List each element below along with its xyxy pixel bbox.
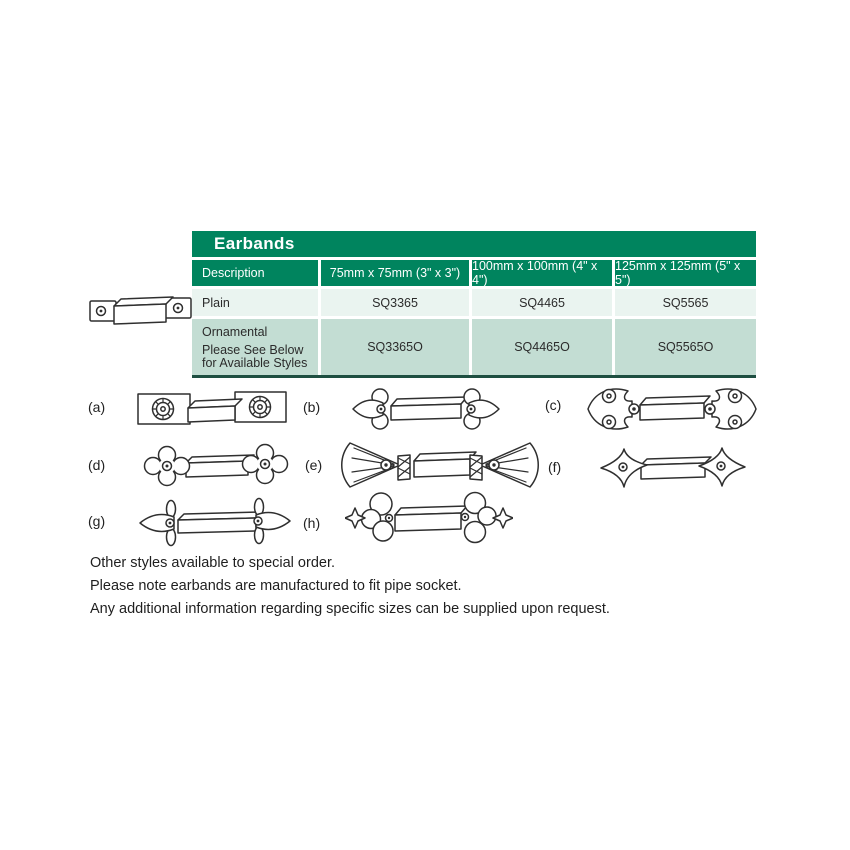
footnote-line-1: Other styles available to special order. xyxy=(90,555,336,571)
plain-code-75mm: SQ3365 xyxy=(321,289,469,316)
ornamental-note-line2: for Available Styles xyxy=(202,355,308,370)
style-label-c: (c) xyxy=(545,397,562,413)
earband-style-c-icon xyxy=(582,381,762,436)
earband-style-c-illustration xyxy=(582,381,762,441)
column-header-description: Description xyxy=(192,260,318,286)
footnote-line-3: Any additional information regarding specific sizes can be supplied upon request. xyxy=(90,601,610,617)
column-header-75mm: 75mm x 75mm (3" x 3") xyxy=(321,260,469,286)
style-label-b: (b) xyxy=(303,399,321,415)
style-label-g: (g) xyxy=(88,513,106,529)
earbands-table xyxy=(192,231,756,378)
ornamental-code-125mm: SQ5565O xyxy=(615,319,756,375)
earband-style-h-illustration xyxy=(345,489,513,552)
table-grid xyxy=(192,260,756,375)
ornamental-code-75mm: SQ3365O xyxy=(321,319,469,375)
style-label-a: (a) xyxy=(88,399,106,415)
earband-style-d-icon xyxy=(140,443,292,489)
earband-style-a-illustration xyxy=(132,387,292,436)
style-label-e: (e) xyxy=(305,457,323,473)
earband-style-e-icon xyxy=(336,434,544,492)
earband-style-g-icon xyxy=(136,497,294,547)
plain-earband-illustration xyxy=(88,292,194,337)
earband-style-f-illustration xyxy=(597,446,749,495)
plain-code-125mm: SQ5565 xyxy=(615,289,756,316)
plain-row-label: Plain xyxy=(192,289,318,316)
earband-style-b-icon xyxy=(347,386,505,432)
ornamental-label: Ornamental xyxy=(202,324,268,339)
column-header-125mm: 125mm x 125mm (5" x 5") xyxy=(615,260,756,286)
plain-earband-icon xyxy=(88,292,194,332)
table-bottom-border xyxy=(192,375,756,378)
column-header-100mm: 100mm x 100mm (4" x 4") xyxy=(472,260,612,286)
style-label-f: (f) xyxy=(548,459,562,475)
ornamental-note-line1: Please See Below xyxy=(202,342,304,357)
style-label-h: (h) xyxy=(303,515,321,531)
style-label-d: (d) xyxy=(88,457,106,473)
earband-style-e-illustration xyxy=(336,434,544,497)
earband-style-h-icon xyxy=(345,489,513,547)
ornamental-row-label xyxy=(192,319,318,375)
earband-style-b-illustration xyxy=(347,386,505,437)
footnote-line-2: Please note earbands are manufactured to fit pipe socket. xyxy=(90,578,462,594)
earband-style-a-icon xyxy=(132,387,292,431)
table-title: Earbands xyxy=(192,231,756,257)
footnotes xyxy=(90,552,610,621)
earband-style-d-illustration xyxy=(140,443,292,494)
ornamental-code-100mm: SQ4465O xyxy=(472,319,612,375)
earband-style-f-icon xyxy=(597,446,749,490)
plain-code-100mm: SQ4465 xyxy=(472,289,612,316)
earband-style-g-illustration xyxy=(136,497,294,552)
